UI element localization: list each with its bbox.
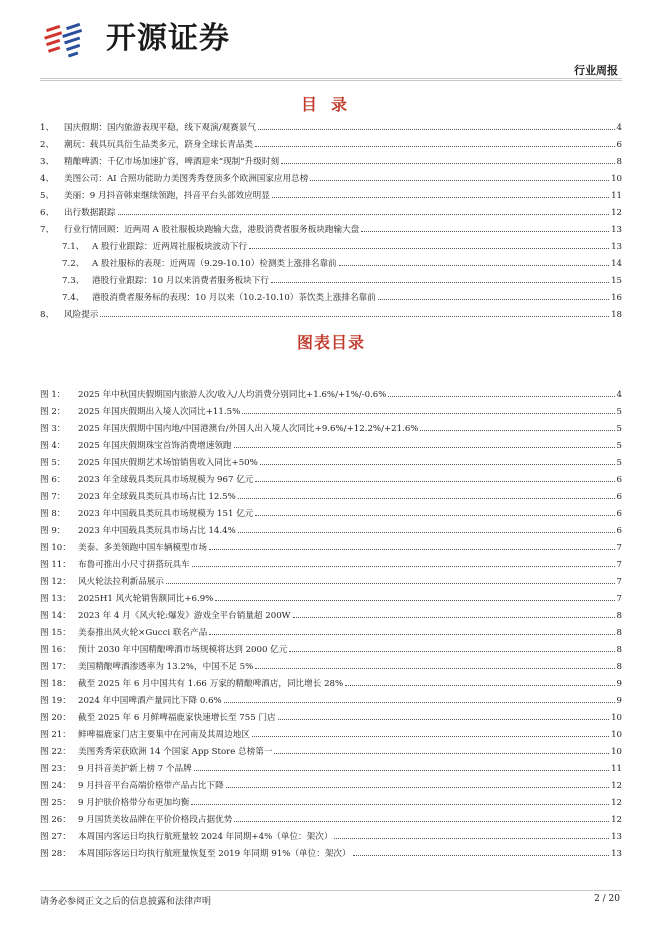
dot-leader — [281, 163, 614, 164]
figure-entry-text: 本周国内客运日均执行航班量较 2024 年同期+4%（单位：架次） — [78, 832, 333, 842]
toc-entry-page: 13 — [611, 225, 622, 235]
figure-entry-number: 图 19： — [40, 696, 71, 706]
dot-leader — [271, 282, 609, 283]
toc-entry[interactable] — [40, 167, 622, 184]
toc-entry-number: 4、 — [40, 174, 55, 184]
figure-entry-page: 5 — [616, 458, 622, 468]
dot-leader — [224, 702, 615, 703]
figure-entry-text: 2025 年国庆假期出入境人次同比+11.5% — [78, 407, 241, 417]
figure-entry-number: 图 5： — [40, 458, 66, 468]
toc-subentry-text: 港股消费者服务标的表现：10 月以来（10.2-10.10）茶饮类上涨排名靠前 — [92, 293, 376, 303]
figure-entry-page: 12 — [611, 781, 622, 791]
figure-entry-text: 2023 年全球载具类玩具市场规模为 967 亿元 — [78, 475, 254, 485]
figure-entry[interactable] — [40, 808, 622, 825]
toc-entry-number: 5、 — [40, 191, 55, 201]
figure-entry-page: 10 — [611, 713, 622, 723]
figure-entry-text: 布鲁可推出小尺寸拼搭玩具车 — [78, 560, 190, 570]
figure-entry-text: 截至 2025 年 6 月中国共有 1.66 万家的精酿啤酒店，同比增长 28% — [78, 679, 344, 689]
dot-leader — [100, 316, 609, 317]
figure-entry-number: 图 14： — [40, 611, 71, 621]
figure-entry-text: 9 月抖音平台高端价格带产品占比下降 — [78, 781, 224, 791]
figure-entry-text: 9 月抖音美护新上榜 7 个品牌 — [78, 764, 192, 774]
toc-list — [40, 116, 622, 320]
toc-entry[interactable] — [40, 150, 622, 167]
figure-entry[interactable] — [40, 587, 622, 604]
toc-title: 目录 — [300, 95, 361, 114]
toc-entry-text: 行业行情回顾：近两周 A 股社服板块跑输大盘，港股消费者服务板块跑输大盘 — [64, 225, 360, 235]
figure-entry-page: 8 — [616, 628, 622, 638]
dot-leader — [334, 838, 609, 839]
figure-entry-page: 7 — [616, 577, 622, 587]
figure-entry[interactable] — [40, 825, 622, 842]
figure-entry-number: 图 13： — [40, 594, 71, 604]
toc-entry-text: 精酿啤酒：千亿市场加速扩容，啤酒迎来“现制”升级时刻 — [64, 157, 280, 167]
figure-entry[interactable] — [40, 434, 622, 451]
dot-leader — [255, 668, 614, 669]
dot-leader — [255, 481, 614, 482]
figure-entry[interactable] — [40, 519, 622, 536]
figure-entry-text: 截至 2025 年 6 月鲜啤福鹿家快速增长至 755 门店 — [78, 713, 276, 723]
figure-entry-page: 13 — [611, 849, 622, 859]
figure-entry-page: 9 — [616, 696, 622, 706]
toc-entry[interactable] — [40, 116, 622, 133]
figure-entry[interactable] — [40, 706, 622, 723]
dot-leader — [194, 770, 609, 771]
figure-entry-number: 图 2： — [40, 407, 66, 417]
figure-entry-text: 本周国际客运日均执行航班量恢复至 2019 年同期 91%（单位：架次） — [78, 849, 351, 859]
dot-leader — [388, 396, 614, 397]
toc-entry-page: 4 — [616, 123, 622, 133]
toc-subentry-number: 7.3、 — [62, 276, 85, 286]
toc-entry-page: 8 — [616, 157, 622, 167]
figure-entry-page: 8 — [616, 611, 622, 621]
figure-entry-number: 图 27： — [40, 832, 71, 842]
figure-entry-page: 13 — [611, 832, 622, 842]
figure-entry-number: 图 9： — [40, 526, 66, 536]
figure-entry-page: 7 — [616, 560, 622, 570]
figure-entry-text: 风火轮法拉利新品展示 — [78, 577, 164, 587]
figure-entry-number: 图 18： — [40, 679, 71, 689]
toc-subentry[interactable] — [40, 286, 622, 303]
figure-entry[interactable] — [40, 740, 622, 757]
figure-entry-number: 图 16： — [40, 645, 71, 655]
toc-entry-text: 美图公司：AI 合照功能助力美图秀秀登顶多个欧洲国家应用总榜 — [64, 174, 309, 184]
figure-entry[interactable] — [40, 791, 622, 808]
figure-entry-page: 9 — [616, 679, 622, 689]
toc-entry[interactable] — [40, 133, 622, 150]
dot-leader — [255, 515, 614, 516]
toc-entry-text: 风险提示 — [64, 310, 99, 320]
figure-entry-text: 9 月国货美妆品牌在平价价格段占据优势 — [78, 815, 233, 825]
dot-leader — [118, 214, 609, 215]
figure-entry-page: 6 — [616, 509, 622, 519]
dot-leader — [209, 549, 615, 550]
figure-entry-text: 2025 年国庆假期中国内地/中国港澳台/外国人出入境人次同比+9.6%/+12.2%/+21.6% — [78, 424, 419, 434]
figure-entry-number: 图 22： — [40, 747, 71, 757]
toc-entry-text: 国庆假期：国内旅游表现平稳，线下观演/观赛景气 — [64, 123, 256, 133]
figure-entry-page: 12 — [611, 815, 622, 825]
figure-index-list — [40, 383, 622, 859]
figure-entry-page: 4 — [616, 390, 622, 400]
figure-entry[interactable] — [40, 757, 622, 774]
figure-entry-page: 6 — [616, 492, 622, 502]
figure-entry[interactable] — [40, 485, 622, 502]
toc-subentry-number: 7.1、 — [62, 242, 85, 252]
figure-entry[interactable] — [40, 655, 622, 672]
figure-entry-text: 美泰推出风火轮×Gucci 联名产品 — [78, 628, 208, 638]
toc-entry-number: 6、 — [40, 208, 55, 218]
footer-disclaimer: 请务必参阅正文之后的信息披露和法律声明 — [40, 897, 212, 907]
figure-entry-text: 2025 年国庆假期艺术场馆销售收入同比+50% — [78, 458, 258, 468]
figure-entry[interactable] — [40, 621, 622, 638]
company-logo — [40, 16, 230, 62]
toc-entry[interactable] — [40, 303, 622, 320]
figure-index-title: 图表目录 — [296, 333, 365, 352]
figure-entry-number: 图 21： — [40, 730, 71, 740]
dot-leader — [166, 583, 615, 584]
figure-entry[interactable] — [40, 536, 622, 553]
figure-entry-page: 5 — [616, 424, 622, 434]
dot-leader — [289, 651, 614, 652]
figure-entry-number: 图 4： — [40, 441, 66, 451]
dot-leader — [242, 413, 614, 414]
page-number: 2 / 20 — [594, 894, 620, 904]
figure-entry-text: 9 月护肤价格带分布更加均衡 — [78, 798, 190, 808]
dot-leader — [361, 231, 609, 232]
toc-entry-number: 8、 — [40, 310, 55, 320]
toc-entry-text: 潮玩：载具玩具衍生品类多元，跻身全球长青品类 — [64, 140, 254, 150]
figure-entry-number: 图 1： — [40, 390, 66, 400]
dot-leader — [353, 855, 609, 856]
toc-entry-number: 1、 — [40, 123, 55, 133]
dot-leader — [260, 464, 615, 465]
toc-subentry[interactable] — [40, 252, 622, 269]
dot-leader — [238, 532, 615, 533]
toc-entry-page: 18 — [611, 310, 622, 320]
figure-entry-page: 6 — [616, 475, 622, 485]
figure-entry[interactable] — [40, 417, 622, 434]
figure-entry-number: 图 26： — [40, 815, 71, 825]
figure-entry-text: 2023 年中国载具类玩具市场占比 14.4% — [78, 526, 236, 536]
figure-entry-number: 图 20： — [40, 713, 71, 723]
figure-entry[interactable] — [40, 604, 622, 621]
logo-text: 开源证券 — [106, 21, 230, 56]
figure-entry-page: 12 — [611, 798, 622, 808]
figure-entry-page: 8 — [616, 645, 622, 655]
dot-leader — [278, 719, 609, 720]
figure-entry-text: 2025H1 风火轮销售额同比+6.9% — [78, 594, 214, 604]
dot-leader — [226, 787, 609, 788]
figure-entry[interactable] — [40, 672, 622, 689]
dot-leader — [238, 498, 615, 499]
toc-subentry[interactable] — [40, 235, 622, 252]
toc-subentry-page: 14 — [611, 259, 622, 269]
figure-entry-number: 图 7： — [40, 492, 66, 502]
figure-entry-page: 8 — [616, 662, 622, 672]
figure-entry-number: 图 28： — [40, 849, 71, 859]
figure-entry[interactable] — [40, 468, 622, 485]
toc-entry-page: 10 — [611, 174, 622, 184]
dot-leader — [192, 566, 615, 567]
figure-entry-text: 预计 2030 年中国精酿啤酒市场规模将达到 2000 亿元 — [78, 645, 288, 655]
logo-mark-icon — [40, 17, 102, 61]
dot-leader — [310, 180, 609, 181]
figure-entry-number: 图 10： — [40, 543, 71, 553]
figure-entry-text: 美图秀秀荣获欧洲 14 个国家 App Store 总榜第一 — [78, 747, 273, 757]
toc-entry[interactable] — [40, 201, 622, 218]
figure-entry-number: 图 17： — [40, 662, 71, 672]
dot-leader — [209, 634, 614, 635]
report-type-label: 行业周报 — [574, 64, 618, 77]
header-divider — [40, 78, 622, 79]
toc-entry-number: 2、 — [40, 140, 55, 150]
figure-entry-page: 10 — [611, 747, 622, 757]
toc-subentry-page: 16 — [611, 293, 622, 303]
dot-leader — [293, 617, 615, 618]
figure-entry-text: 美国精酿啤酒渗透率为 13.2%，中国不足 5% — [78, 662, 254, 672]
toc-subentry-text: A 股社服标的表现：近两周（9.29-10.10）检测类上涨排名靠前 — [92, 259, 337, 269]
figure-entry[interactable] — [40, 400, 622, 417]
toc-subentry-text: A 股行业跟踪：近两周社服板块波动下行 — [92, 242, 248, 252]
dot-leader — [272, 197, 609, 198]
figure-entry[interactable] — [40, 383, 622, 400]
dot-leader — [234, 821, 609, 822]
figure-entry-number: 图 8： — [40, 509, 66, 519]
dot-leader — [258, 129, 615, 130]
figure-entry-number: 图 3： — [40, 424, 66, 434]
toc-entry-number: 3、 — [40, 157, 55, 167]
figure-entry-page: 7 — [616, 543, 622, 553]
figure-entry-page: 5 — [616, 441, 622, 451]
toc-entry-page: 11 — [611, 191, 622, 201]
figure-entry[interactable] — [40, 553, 622, 570]
figure-entry[interactable] — [40, 638, 622, 655]
figure-entry-page: 11 — [611, 764, 622, 774]
figure-entry-number: 图 23： — [40, 764, 71, 774]
figure-entry-page: 10 — [611, 730, 622, 740]
footer-divider — [40, 890, 622, 891]
dot-leader — [234, 447, 615, 448]
figure-entry-text: 2023 年全球载具类玩具市场占比 12.5% — [78, 492, 236, 502]
toc-entry[interactable] — [40, 218, 622, 235]
dot-leader — [420, 430, 614, 431]
dot-leader — [378, 299, 609, 300]
figure-entry[interactable] — [40, 570, 622, 587]
dot-leader — [339, 265, 609, 266]
toc-entry-number: 7、 — [40, 225, 55, 235]
figure-entry[interactable] — [40, 774, 622, 791]
toc-subentry-text: 港股行业跟踪：10 月以来消费者服务板块下行 — [92, 276, 269, 286]
dot-leader — [255, 146, 614, 147]
figure-entry-text: 2023 年中国载具类玩具市场规模为 151 亿元 — [78, 509, 254, 519]
dot-leader — [215, 600, 614, 601]
toc-entry[interactable] — [40, 184, 622, 201]
figure-entry-number: 图 12： — [40, 577, 71, 587]
dot-leader — [191, 804, 609, 805]
figure-entry-text: 鲜啤福鹿家门店主要集中在河南及其周边地区 — [78, 730, 250, 740]
toc-subentry-page: 15 — [611, 276, 622, 286]
figure-entry-page: 7 — [616, 594, 622, 604]
toc-entry-text: 出行数据跟踪 — [64, 208, 116, 218]
dot-leader — [252, 736, 609, 737]
header-divider-secondary — [40, 80, 622, 81]
figure-entry-page: 5 — [616, 407, 622, 417]
dot-leader — [274, 753, 609, 754]
toc-entry-page: 12 — [611, 208, 622, 218]
figure-entry[interactable] — [40, 502, 622, 519]
toc-subentry-number: 7.2、 — [62, 259, 85, 269]
dot-leader — [345, 685, 614, 686]
figure-entry-number: 图 25： — [40, 798, 71, 808]
figure-entry-text: 美泰、多美领跑中国车辆模型市场 — [78, 543, 207, 553]
figure-entry-number: 图 24： — [40, 781, 71, 791]
toc-subentry[interactable] — [40, 269, 622, 286]
figure-entry-number: 图 6： — [40, 475, 66, 485]
toc-entry-text: 美丽：9 月抖音韩束继续领跑，抖音平台头部效应明显 — [64, 191, 270, 201]
toc-entry-page: 6 — [616, 140, 622, 150]
figure-entry-number: 图 15： — [40, 628, 71, 638]
toc-subentry-page: 13 — [611, 242, 622, 252]
figure-entry-text: 2025 年中秋国庆假期国内旅游人次/收入/人均消费分别同比+1.6%/+1%/-0.6% — [78, 390, 387, 400]
figure-entry-text: 2025 年国庆假期珠宝首饰消费增速领跑 — [78, 441, 232, 451]
figure-entry-number: 图 11： — [40, 560, 71, 570]
figure-entry[interactable] — [40, 723, 622, 740]
figure-entry-page: 6 — [616, 526, 622, 536]
figure-entry-text: 2023 年 4 月《风火轮:爆发》游戏全平台销量超 200W — [78, 611, 291, 621]
figure-entry-text: 2024 年中国啤酒产量同比下降 0.6% — [78, 696, 222, 706]
dot-leader — [249, 248, 609, 249]
toc-subentry-number: 7.4、 — [62, 293, 85, 303]
figure-entry[interactable] — [40, 842, 622, 859]
figure-entry[interactable] — [40, 451, 622, 468]
figure-entry[interactable] — [40, 689, 622, 706]
